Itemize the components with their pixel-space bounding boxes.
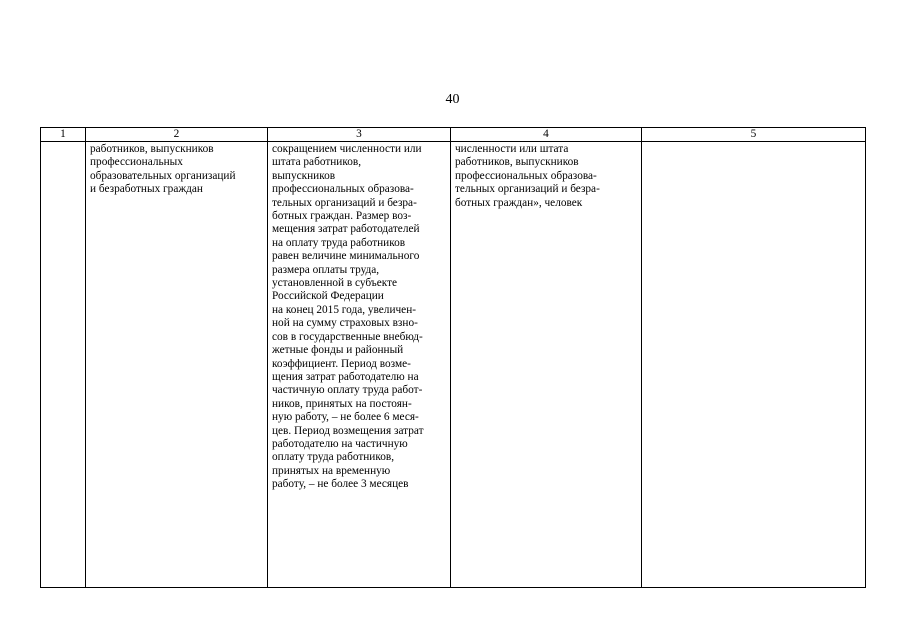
cell-col-3: сокращением численности или штата работников, выпускников профессиональных образова- тельных организаций и безра- ботных граждан. Размер воз- мещения затрат работодателей на оплату труда работников равен величине минимального размера оплаты труда, установленной в субъекте Российской Федерации на конец 2015 года, увеличен- ной на сумму страховых взно- сов в государственные внебюд- жетные фонды и районный коэффициент. Период возме- щения затрат работодателю на частичную оплату труда работ- ников, принятых на постоян- ную работу, – не более 6 меся- цев. Период возмещения затрат работодателю на частичную оплату труда работников, принятых на временную работу, – не более 3 месяцев xyxy=(268,142,451,588)
cell-col-4: численности или штата работников, выпускников профессиональных образова- тельных организаций и безра- ботных граждан», человек xyxy=(451,142,642,588)
table-row xyxy=(41,142,866,588)
cell-col-1 xyxy=(41,142,86,588)
header-col-5: 5 xyxy=(642,128,866,142)
header-col-4: 4 xyxy=(451,128,642,142)
table-header-row xyxy=(41,128,866,142)
document-table xyxy=(40,127,866,588)
header-col-3: 3 xyxy=(268,128,451,142)
header-col-2: 2 xyxy=(86,128,268,142)
page-number: 40 xyxy=(445,92,460,107)
cell-col-2: работников, выпускников профессиональных образовательных организаций и безработных граждан xyxy=(86,142,268,588)
cell-col-5 xyxy=(642,142,866,588)
header-col-1: 1 xyxy=(41,128,86,142)
